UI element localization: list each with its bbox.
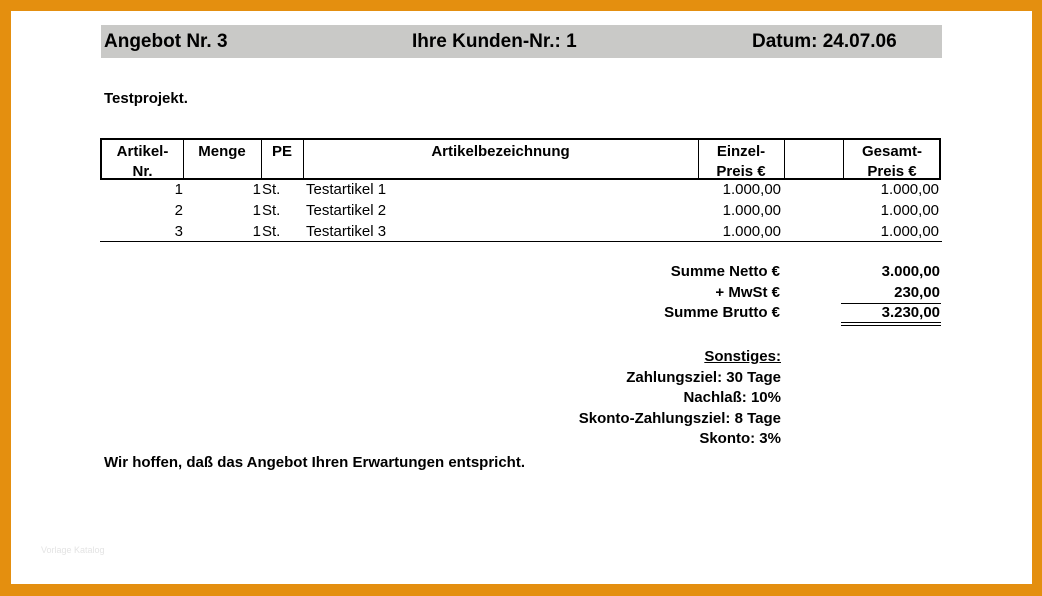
vat-value: 230,00	[894, 284, 940, 301]
offer-number: Angebot Nr. 3	[104, 31, 228, 52]
header-total-price	[843, 142, 941, 182]
gross-total-value: 3.230,00	[881, 304, 940, 321]
row-unit-price: 1.000,00	[722, 223, 781, 240]
row-unit: St.	[262, 181, 281, 198]
row-unit-price: 1.000,00	[722, 181, 781, 198]
row-unit-price: 1.000,00	[722, 202, 781, 219]
misc-title: Sonstiges:	[704, 348, 781, 365]
row-unit: St.	[262, 223, 281, 240]
net-total-value: 3.000,00	[881, 263, 940, 280]
row-article-number: 1	[174, 181, 183, 198]
vat-label: + MwSt €	[715, 284, 780, 301]
row-total-price: 1.000,00	[880, 223, 939, 240]
payment-term: Zahlungsziel: 30 Tage	[626, 369, 781, 386]
header-article-number-line1: Artikel-	[116, 143, 169, 160]
row-unit: St.	[262, 202, 281, 219]
items-table-header	[100, 138, 941, 180]
header-unit-price-line1: Einzel-	[716, 143, 766, 160]
cash-discount: Skonto: 3%	[699, 430, 781, 447]
cash-discount-term: Skonto-Zahlungsziel: 8 Tage	[578, 410, 781, 427]
column-divider	[784, 140, 785, 178]
table-row	[100, 180, 941, 201]
offer-date: Datum: 24.07.06	[752, 31, 897, 52]
table-bottom-rule	[100, 241, 942, 242]
project-title: Testprojekt.	[104, 90, 188, 107]
header-article-number	[102, 142, 183, 182]
header-unit: PE	[271, 143, 292, 160]
total-double-underline-top	[841, 322, 941, 323]
header-unit-price-line2: Preis €	[716, 163, 766, 180]
row-article-number: 2	[174, 202, 183, 219]
row-quantity: 1	[252, 223, 261, 240]
offer-header-bar	[101, 25, 942, 58]
header-article-number-line2: Nr.	[132, 163, 153, 180]
gross-total-label: Summe Brutto €	[664, 304, 780, 321]
document-page	[11, 11, 1032, 584]
net-total-label: Summe Netto €	[670, 263, 780, 280]
row-total-price: 1.000,00	[880, 202, 939, 219]
row-total-price: 1.000,00	[880, 181, 939, 198]
row-description: Testartikel 2	[306, 202, 387, 219]
header-total-price-line1: Gesamt-	[861, 143, 923, 160]
closing-sentence: Wir hoffen, daß das Angebot Ihren Erwartungen entspricht.	[104, 454, 525, 471]
total-double-underline-bottom	[841, 325, 941, 326]
header-quantity: Menge	[198, 143, 246, 160]
customer-number: Ihre Kunden-Nr.: 1	[412, 31, 577, 52]
watermark: Vorlage Katalog	[41, 545, 105, 555]
header-total-price-line2: Preis €	[867, 163, 917, 180]
header-unit-price	[698, 142, 784, 182]
row-description: Testartikel 1	[306, 181, 387, 198]
table-row	[100, 201, 941, 222]
row-quantity: 1	[252, 181, 261, 198]
row-quantity: 1	[252, 202, 261, 219]
row-description: Testartikel 3	[306, 223, 387, 240]
discount: Nachlaß: 10%	[683, 389, 781, 406]
row-article-number: 3	[174, 223, 183, 240]
table-row	[100, 222, 941, 243]
header-description: Artikelbezeichnung	[431, 143, 570, 160]
